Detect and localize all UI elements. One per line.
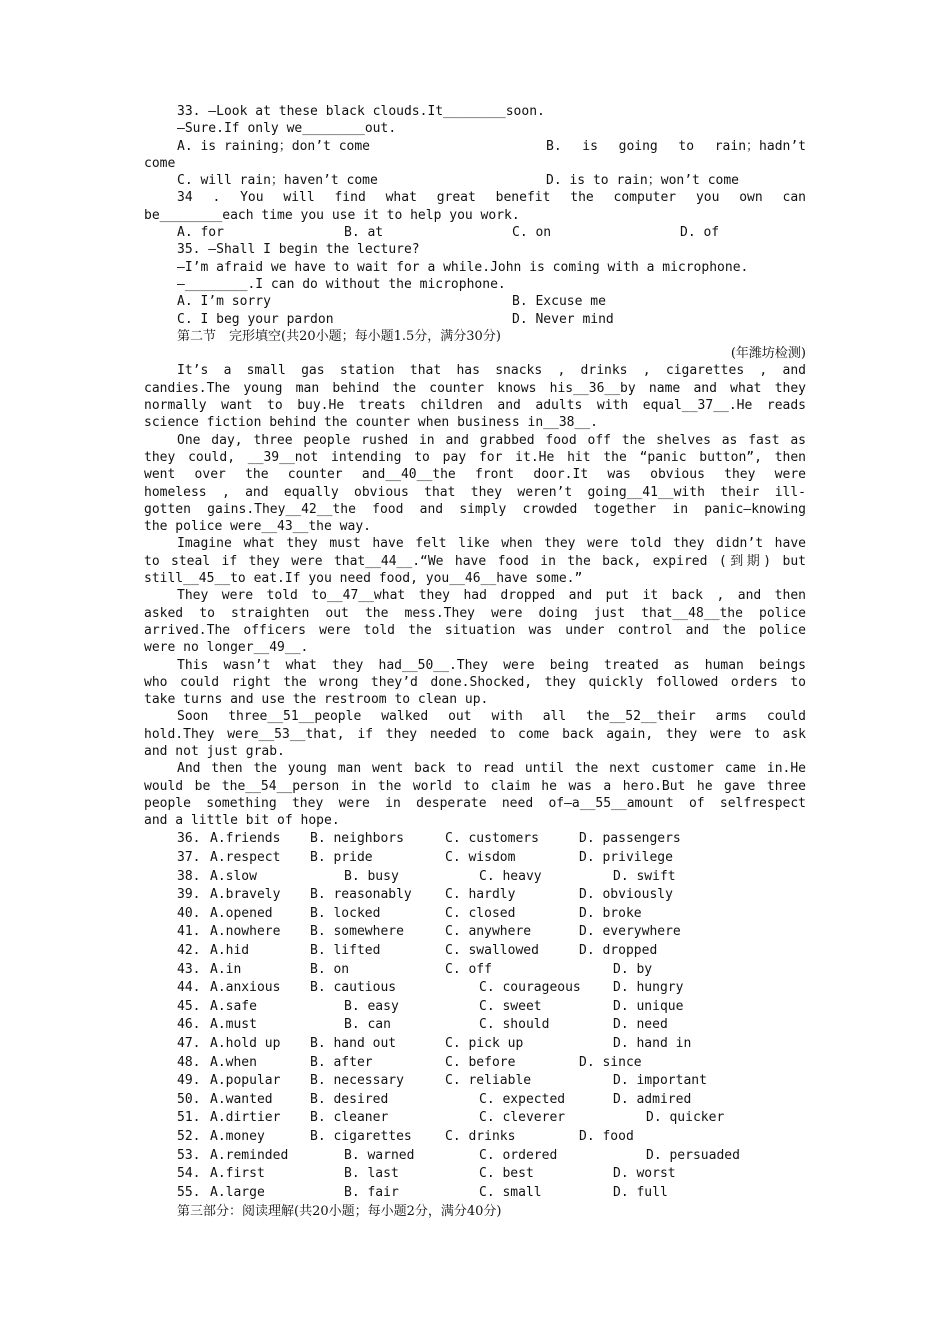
option-c: C. off [445, 961, 492, 977]
option-d: D. admired [613, 1091, 692, 1107]
option-a: A.hold up [210, 1036, 281, 1051]
question-number: 47. [177, 1036, 201, 1051]
option-d: D. broke [579, 905, 642, 921]
passage-line: still__45__to eat.If you need food, you__46__have some.” [144, 571, 583, 587]
question-row [144, 1165, 806, 1184]
cloze-questions [144, 830, 806, 1202]
question-number: 50. [177, 1091, 201, 1107]
passage-line: arrived.The officers were told the situation was under control and the police [144, 622, 806, 638]
question-number: 53. [177, 1147, 201, 1163]
passage-line: science fiction behind the counter when business in__38__. [144, 415, 598, 431]
option-b: B. somewhere [310, 924, 404, 940]
question-number: 44. [177, 980, 201, 996]
q33-options-row-1 [144, 138, 806, 155]
option-b: B. reasonably [310, 887, 412, 903]
passage-line: were no longer__49__. [144, 640, 309, 656]
option-c: C. pick up [445, 1036, 524, 1051]
question-row [144, 942, 806, 961]
question-number: 42. [177, 943, 201, 959]
passage-line: They were told to__47__what they had dropped and put it back , and then [177, 588, 806, 604]
question-row [144, 1109, 806, 1128]
q33-option-c: C. will rain；haven’t come [177, 173, 378, 189]
q35-line-2: —I’m afraid we have to wait for a while.John is coming with a microphone. [177, 259, 749, 275]
question-row [144, 961, 806, 980]
option-d: D. hand in [613, 1036, 692, 1051]
question-row [144, 868, 806, 887]
option-a: A.slow [210, 868, 257, 884]
question-number: 46. [177, 1017, 201, 1033]
passage-line: It’s a small gas station that has snacks , drinks , cigarettes , and [177, 363, 806, 379]
option-a: A.popular [210, 1073, 281, 1089]
question-row [144, 1147, 806, 1166]
option-c: C. customers [445, 831, 539, 847]
q35-option-a: A. I’m sorry [177, 294, 271, 310]
passage-line: gotten gains.They__42__the food and simply crowded together in panic—knowing [144, 501, 806, 517]
q33-line-1: 33. —Look at these black clouds.It________soon. [177, 104, 545, 119]
option-c: C. ordered [479, 1147, 558, 1163]
exam-page [144, 103, 806, 1221]
option-b: B. can [344, 1017, 391, 1033]
q33-option-d: D. is to rain；won’t come [546, 173, 740, 189]
question-number: 55. [177, 1184, 201, 1200]
option-c: C. small [479, 1184, 542, 1200]
option-b: B. cleaner [310, 1110, 389, 1126]
q35-option-b: B. Excuse me [512, 294, 606, 310]
option-d: D. need [613, 1017, 668, 1033]
question-row [144, 1184, 806, 1203]
option-c: C. anywhere [445, 924, 532, 940]
option-a: A.opened [210, 905, 273, 921]
passage-line: And then the young man went back to read until the next customer came in.He [177, 761, 806, 777]
passage-line: homeless , and equally obvious that they weren’t going__41__with their ill- [144, 484, 806, 500]
option-a: A.money [210, 1128, 265, 1144]
option-c: C. should [479, 1017, 550, 1033]
q35-line-3: —________.I can do without the microphone. [177, 276, 506, 292]
option-b: B. desired [310, 1091, 389, 1107]
question-number: 36. [177, 831, 201, 847]
option-a: A.safe [210, 998, 257, 1014]
option-d: D. swift [613, 868, 676, 884]
question-row [144, 998, 806, 1017]
question-row [144, 979, 806, 998]
q33-option-b-cont: come [144, 155, 176, 171]
option-a: A.friends [210, 831, 281, 847]
option-a: A.bravely [210, 887, 281, 903]
passage-line: and a little bit of hope. [144, 813, 340, 829]
option-a: A.reminded [210, 1147, 289, 1163]
q35-option-d: D. Never mind [512, 311, 614, 327]
option-a: A.respect [210, 850, 281, 866]
q34-option-a: A. for [177, 225, 224, 241]
option-b: B. locked [310, 905, 381, 921]
option-a: A.must [210, 1017, 257, 1033]
question-row [144, 1091, 806, 1110]
q34-option-c: C. on [512, 225, 552, 241]
question-row [144, 830, 806, 849]
passage-line: to steal if they were that__44__.“We have food in the back, expired (到期) but [144, 553, 806, 569]
option-c: C. courageous [479, 980, 581, 996]
q34-line-1: 34 . You will find what great benefit the computer you own can [177, 190, 806, 206]
option-c: C. cleverer [479, 1110, 566, 1126]
q34-option-d: D. of [680, 225, 720, 241]
option-b: B. cautious [310, 980, 397, 996]
passage-line: who could right the wrong they’d done.Shocked, they quickly followed orders to [144, 674, 806, 690]
passage-line: people something they were in desperate need of—a__55__amount of selfrespect [144, 795, 806, 811]
option-d: D. hungry [613, 980, 684, 996]
q35-options-row-1 [144, 293, 806, 310]
option-d: D. since [579, 1054, 642, 1070]
question-row [144, 1035, 806, 1054]
q33-line-2: —Sure.If only we________out. [177, 121, 397, 137]
option-c: C. hardly [445, 887, 516, 903]
question-number: 54. [177, 1166, 201, 1182]
option-b: B. pride [310, 850, 373, 866]
option-d: D. important [613, 1073, 707, 1089]
option-a: A.first [210, 1166, 265, 1182]
q35-options-row-2 [144, 311, 806, 328]
q33-option-b: B. is going to rain；hadn’t [546, 138, 806, 154]
section2-title: 第二节 完形填空(共20小题；每小题1.5分，满分30分) [177, 328, 501, 344]
option-b: B. on [310, 961, 350, 977]
question-number: 41. [177, 924, 201, 940]
question-row [144, 886, 806, 905]
passage-line: normally want to buy.He treats children and adults with equal__37__.He reads [144, 398, 806, 414]
question-row [144, 849, 806, 868]
passage-line: went over the counter and__40__the front door.It was obvious they were [144, 467, 806, 483]
question-number: 49. [177, 1073, 201, 1089]
option-d: D. everywhere [579, 924, 681, 940]
option-d: D. persuaded [646, 1147, 740, 1163]
option-a: A.wanted [210, 1091, 273, 1107]
q35-option-c: C. I beg your pardon [177, 311, 334, 327]
option-a: A.nowhere [210, 924, 281, 940]
passage-line: Soon three__51__people walked out with all the__52__their arms could [177, 709, 806, 725]
passage-line: the police were__43__the way. [144, 519, 371, 535]
option-c: C. expected [479, 1091, 566, 1107]
question-number: 37. [177, 850, 201, 866]
passage-line: take turns and use the restroom to clean up. [144, 692, 489, 708]
option-b: B. hand out [310, 1036, 397, 1051]
option-a: A.large [210, 1184, 265, 1200]
question-number: 48. [177, 1054, 201, 1070]
option-d: D. full [613, 1184, 668, 1200]
option-c: C. heavy [479, 868, 542, 884]
option-b: B. last [344, 1166, 399, 1182]
option-a: A.when [210, 1054, 257, 1070]
q34-option-b: B. at [344, 225, 384, 241]
question-number: 51. [177, 1110, 201, 1126]
question-row [144, 1016, 806, 1035]
question-number: 52. [177, 1128, 201, 1144]
option-b: B. neighbors [310, 831, 404, 847]
option-b: B. cigarettes [310, 1128, 412, 1144]
option-c: C. before [445, 1054, 516, 1070]
passage-line: they could, __39__not intending to pay for it.He hit the “panic button”, then [144, 449, 806, 465]
passage-line: hold.They were__53__that, if they needed to come back again, they were to ask [144, 726, 806, 742]
q33-options-row-2 [144, 172, 806, 189]
section2-source: (年潍坊检测) [730, 346, 806, 362]
option-c: C. swallowed [445, 943, 539, 959]
option-b: B. busy [344, 868, 399, 884]
question-row [144, 1072, 806, 1091]
question-row [144, 905, 806, 924]
option-d: D. worst [613, 1166, 676, 1182]
question-number: 40. [177, 905, 201, 921]
option-c: C. best [479, 1166, 534, 1182]
option-d: D. by [613, 961, 653, 977]
question-number: 43. [177, 961, 201, 977]
passage-line: This wasn’t what they had__50__.They were being treated as human beings [177, 657, 806, 673]
option-c: C. drinks [445, 1128, 516, 1144]
question-row [144, 1054, 806, 1073]
option-d: D. dropped [579, 943, 658, 959]
question-row [144, 1128, 806, 1147]
q34-options [144, 224, 806, 241]
passage-line: Imagine what they must have felt like when they were told they didn’t have [177, 536, 806, 552]
option-d: D. privilege [579, 850, 673, 866]
part3-title: 第三部分：阅读理解(共20小题；每小题2分，满分40分) [177, 1204, 502, 1220]
question-number: 38. [177, 868, 201, 884]
question-number: 45. [177, 998, 201, 1014]
option-d: D. quicker [646, 1110, 725, 1126]
passage-line: and not just grab. [144, 743, 285, 759]
option-b: B. lifted [310, 943, 381, 959]
option-a: A.in [210, 961, 242, 977]
option-a: A.dirtier [210, 1110, 281, 1126]
passage-line: One day, three people rushed in and grabbed food off the shelves as fast as [177, 432, 806, 448]
passage-line: would be the__54__person in the world to claim he was a hero.But he gave three [144, 778, 806, 794]
option-b: B. fair [344, 1184, 399, 1200]
option-b: B. warned [344, 1147, 415, 1163]
question-row [144, 923, 806, 942]
q34-line-2: be________each time you use it to help you work. [144, 207, 520, 223]
q35-line-1: 35. —Shall I begin the lecture? [177, 242, 420, 258]
option-a: A.hid [210, 943, 250, 959]
option-b: B. necessary [310, 1073, 404, 1089]
option-d: D. passengers [579, 831, 681, 847]
q33-option-a: A. is raining；don’t come [177, 138, 371, 154]
option-c: C. wisdom [445, 850, 516, 866]
option-c: C. sweet [479, 998, 542, 1014]
option-b: B. easy [344, 998, 399, 1014]
option-a: A.anxious [210, 980, 281, 996]
option-d: D. food [579, 1128, 634, 1144]
question-number: 39. [177, 887, 201, 903]
option-c: C. reliable [445, 1073, 532, 1089]
option-b: B. after [310, 1054, 373, 1070]
cloze-passage [144, 362, 806, 829]
option-d: D. obviously [579, 887, 673, 903]
passage-line: asked to straighten out the mess.They were doing just that__48__the police [144, 605, 806, 621]
option-d: D. unique [613, 998, 684, 1014]
passage-line: candies.The young man behind the counter knows his__36__by name and what they [144, 380, 806, 396]
option-c: C. closed [445, 905, 516, 921]
